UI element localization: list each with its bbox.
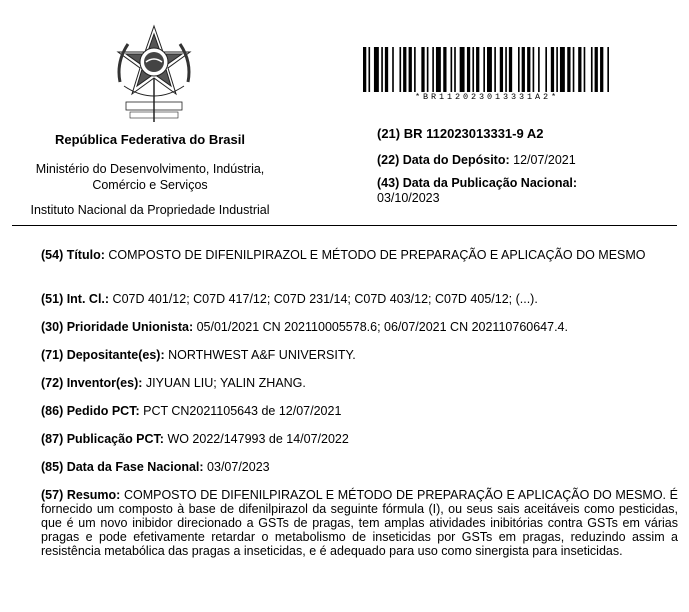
field-pct-publication-value: WO 2022/147993 de 14/07/2022 — [167, 432, 349, 446]
barcode-bar — [421, 47, 424, 92]
field-applicant-value: NORTHWEST A&F UNIVERSITY. — [168, 348, 356, 362]
header-divider — [12, 225, 677, 226]
field-title — [41, 248, 678, 292]
field-int-cl — [41, 292, 678, 306]
deposit-date-label: (22) Data do Depósito: — [377, 153, 510, 167]
institute-name: Instituto Nacional da Propriedade Industrial — [30, 203, 270, 217]
field-pct — [41, 404, 678, 418]
barcode-bar — [556, 47, 558, 92]
barcode-bar — [432, 47, 434, 92]
ministry-name — [0, 161, 300, 193]
patent-fields — [41, 248, 678, 558]
field-national-phase-label: (85) Data da Fase Nacional: — [41, 460, 204, 474]
publication-date-value: 03/10/2023 — [377, 191, 440, 205]
field-pct-label: (86) Pedido PCT: — [41, 404, 140, 418]
issuer-header — [0, 130, 300, 217]
barcode-bar — [460, 47, 465, 92]
field-inventor-value: JIYUAN LIU; YALIN ZHANG. — [145, 376, 306, 390]
barcode-bar — [505, 47, 507, 92]
barcode-bar — [414, 47, 416, 92]
barcode-bar — [591, 47, 593, 92]
field-priority — [41, 320, 678, 334]
field-title-label: (54) Título: — [41, 248, 105, 262]
barcode-bar — [573, 47, 575, 92]
barcode-bar — [368, 47, 370, 92]
barcode-bar — [483, 47, 485, 92]
barcode-bar — [409, 47, 412, 92]
barcode-bar — [560, 47, 565, 92]
field-abstract — [41, 488, 678, 558]
barcode-bar — [427, 47, 429, 92]
field-pct-publication — [41, 432, 678, 446]
deposit-date-value: 12/07/2021 — [513, 153, 576, 167]
field-national-phase — [41, 460, 678, 474]
barcode-bar — [436, 47, 441, 92]
publication-date — [377, 176, 677, 206]
barcode-bar — [392, 47, 394, 92]
field-inventor-label: (72) Inventor(es): — [41, 376, 143, 390]
field-national-phase-value: 03/07/2023 — [207, 460, 270, 474]
barcode-bar — [607, 47, 609, 92]
field-applicant — [41, 348, 678, 362]
barcode-bar — [567, 47, 570, 92]
barcode-bar — [385, 47, 388, 92]
barcode-bar — [518, 47, 520, 92]
field-abstract-value: COMPOSTO DE DIFENILPIRAZOL E MÉTODO DE PREPARAÇÃO E APLICAÇÃO DO MESMO. É fornecido um composto à base de difenilpirazol da seguinte fórmula (I), ou seus sais aceitáveis como pesticidas, que é um novo inibidor direcionado a GSTs de pragas, tem amplas atividades inibitórias contra GSTs em várias pragas e pode efetivamente retardar o metabolismo de inseticidas por GSTs em pragas, reduzindo assim a resistência metabólica das pragas a inseticidas, e é adequado para uso como sinergista para inseticidas. — [41, 488, 678, 558]
field-pct-publication-label: (87) Publicação PCT: — [41, 432, 164, 446]
barcode-bar — [600, 47, 603, 92]
field-abstract-label: (57) Resumo: — [41, 488, 121, 502]
barcode-bar — [403, 47, 406, 92]
barcode-bar — [494, 47, 496, 92]
publication-date-label: (43) Data da Publicação Nacional: — [377, 176, 578, 190]
barcode-bar — [381, 47, 383, 92]
republic-name: República Federativa do Brasil — [54, 132, 245, 147]
barcode-bar — [476, 47, 479, 92]
barcode-bar — [363, 47, 366, 92]
barcode-bar — [533, 47, 535, 92]
publication-number: (21) BR 112023013331-9 A2 — [377, 126, 544, 141]
field-title-value: COMPOSTO DE DIFENILPIRAZOL E MÉTODO DE PREPARAÇÃO E APLICAÇÃO DO MESMO — [108, 248, 646, 262]
barcode-bar — [595, 47, 598, 92]
field-priority-value: 05/01/2021 CN 202110005578.6; 06/07/2021 CN 202110760647.4. — [196, 320, 568, 334]
barcode-bar — [487, 47, 492, 92]
field-int-cl-value: C07D 401/12; C07D 417/12; C07D 231/14; C07D 403/12; C07D 405/12; (...). — [112, 292, 538, 306]
barcode-bar — [578, 47, 581, 92]
field-applicant-label: (71) Depositante(es): — [41, 348, 165, 362]
barcode-bar — [374, 47, 379, 92]
barcode-bar — [527, 47, 530, 92]
barcode-bar — [467, 47, 470, 92]
barcode-bar — [399, 47, 401, 92]
barcode-bar — [451, 47, 453, 92]
barcode-bar — [472, 47, 474, 92]
barcode-bar — [538, 47, 540, 92]
field-priority-label: (30) Prioridade Unionista: — [41, 320, 194, 334]
barcode-bar — [500, 47, 503, 92]
publication-barcode — [363, 47, 611, 92]
publication-header — [377, 126, 677, 206]
barcode-bar — [443, 47, 446, 92]
ministry-line-1: Ministério do Desenvolvimento, Indústria, — [35, 162, 265, 176]
barcode-bar — [545, 47, 547, 92]
barcode-bar — [551, 47, 554, 92]
field-pct-value: PCT CN2021105643 de 12/07/2021 — [143, 404, 342, 418]
field-int-cl-label: (51) Int. Cl.: — [41, 292, 110, 306]
barcode-bar — [584, 47, 586, 92]
deposit-date — [377, 153, 677, 167]
field-inventor — [41, 376, 678, 390]
barcode-bar — [522, 47, 525, 92]
barcode-bar — [509, 47, 512, 92]
ministry-line-2: Comércio e Serviços — [92, 178, 208, 192]
brazil-coat-of-arms-emblem — [106, 22, 202, 126]
barcode-bar — [454, 47, 456, 92]
barcode-text: *BR112023013331A2* — [414, 92, 559, 102]
